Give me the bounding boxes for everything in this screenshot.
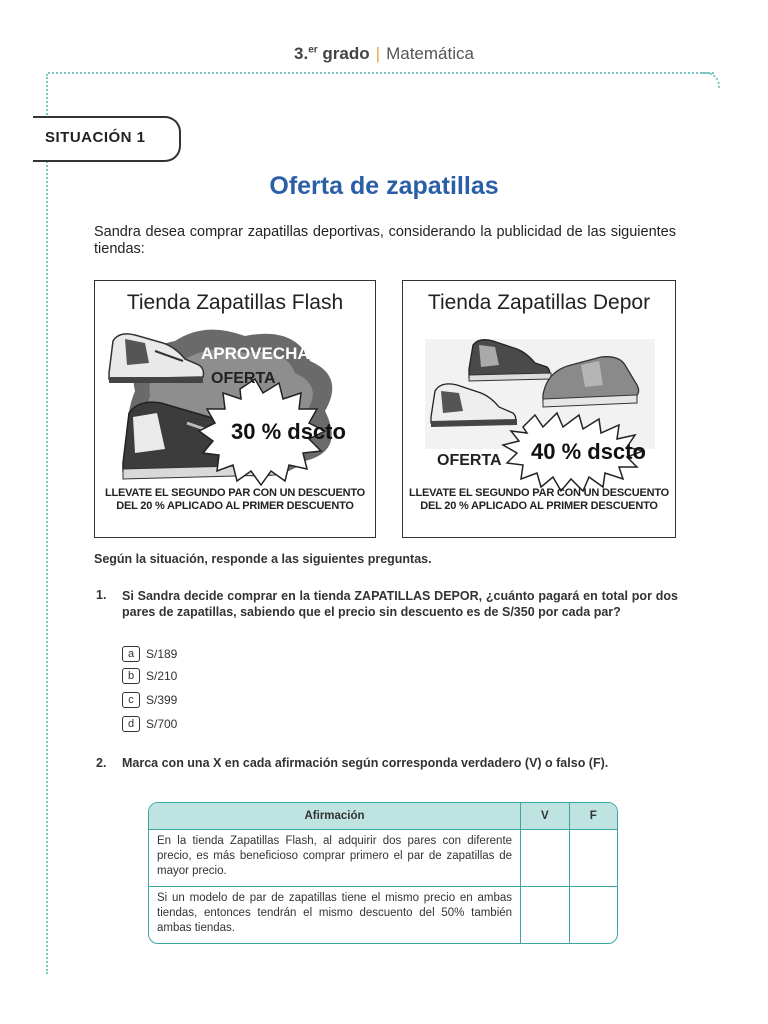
false-answer-cell[interactable] xyxy=(569,887,617,944)
answer-option-b[interactable] xyxy=(122,668,177,686)
grade-label: 3.$^{er}$ grado xyxy=(294,44,370,63)
situation-tab xyxy=(33,116,181,162)
option-letter: c xyxy=(122,692,140,708)
header-true: V xyxy=(521,803,569,830)
situation-label: SITUACIÓN 1 xyxy=(45,129,146,146)
statement-cell: Si un modelo de par de zapatillas tiene el mismo precio en ambas tiendas, entonces tendrán el mismo descuento del 50% también ambas tiendas. xyxy=(149,887,521,944)
dotted-corner xyxy=(702,72,720,88)
header-separator: | xyxy=(375,44,381,63)
answer-option-a[interactable] xyxy=(122,646,177,664)
page-header xyxy=(0,44,768,64)
offer-text: OFERTA xyxy=(437,452,502,469)
true-false-table xyxy=(148,802,618,944)
option-letter: b xyxy=(122,668,140,684)
false-answer-cell[interactable] xyxy=(569,830,617,887)
question-number: 2. xyxy=(96,756,107,770)
subject-label: Matemática xyxy=(386,44,474,63)
instructions-prompt: Según la situación, responde a las siguientes preguntas. xyxy=(94,552,432,566)
table-row xyxy=(149,887,617,944)
true-answer-cell[interactable] xyxy=(521,830,569,887)
option-value: S/700 xyxy=(146,717,178,731)
banner-text: APROVECHA xyxy=(201,344,310,363)
question-number: 1. xyxy=(96,588,107,602)
ad-flash xyxy=(94,280,376,538)
discount-text: 30 % dscto xyxy=(231,419,346,444)
offer-text: OFERTA xyxy=(211,370,276,387)
ad-footer-text: LLEVATE EL SEGUNDO PAR CON UN DESCUENTO DEL 20 % APLICADO AL PRIMER DESCUENTO xyxy=(104,487,366,512)
statement-cell: En la tienda Zapatillas Flash, al adquirir dos pares con diferente precio, es más beneficioso comprar primero el par de zapatillas de mayor precio. xyxy=(149,830,521,887)
answer-option-d[interactable] xyxy=(122,716,177,734)
option-value: S/189 xyxy=(146,647,178,661)
answer-option-c[interactable] xyxy=(122,692,177,710)
discount-text: 40 % dscto xyxy=(531,439,646,464)
option-letter: d xyxy=(122,716,140,732)
dotted-divider-top xyxy=(48,72,714,74)
dotted-divider-left xyxy=(46,74,48,974)
page-title: Oferta de zapatillas xyxy=(269,172,499,200)
ad-store-title: Tienda Zapatillas Depor xyxy=(427,291,651,314)
table-header-row xyxy=(149,803,617,830)
header-statement: Afirmación xyxy=(149,803,521,830)
option-letter: a xyxy=(122,646,140,662)
ad-depor xyxy=(402,280,676,538)
question-text: Si Sandra decide comprar en la tienda ZAPATILLAS DEPOR, ¿cuánto pagará en total por dos pares de zapatillas, sabiendo que el precio sin descuento es de S/350 por cada par? xyxy=(122,589,678,619)
true-answer-cell[interactable] xyxy=(521,887,569,944)
table-row xyxy=(149,830,617,887)
header-false: F xyxy=(569,803,617,830)
question-text: Marca con una X en cada afirmación según corresponda verdadero (V) o falso (F). xyxy=(122,756,609,770)
option-value: S/210 xyxy=(146,669,178,683)
ad-footer-text: LLEVATE EL SEGUNDO PAR CON UN DESCUENTO DEL 20 % APLICADO AL PRIMER DESCUENTO xyxy=(408,487,670,512)
option-value: S/399 xyxy=(146,693,178,707)
intro-paragraph: Sandra desea comprar zapatillas deportivas, considerando la publicidad de las siguientes tiendas: xyxy=(94,224,676,257)
ad-store-title: Tienda Zapatillas Flash xyxy=(126,291,344,314)
